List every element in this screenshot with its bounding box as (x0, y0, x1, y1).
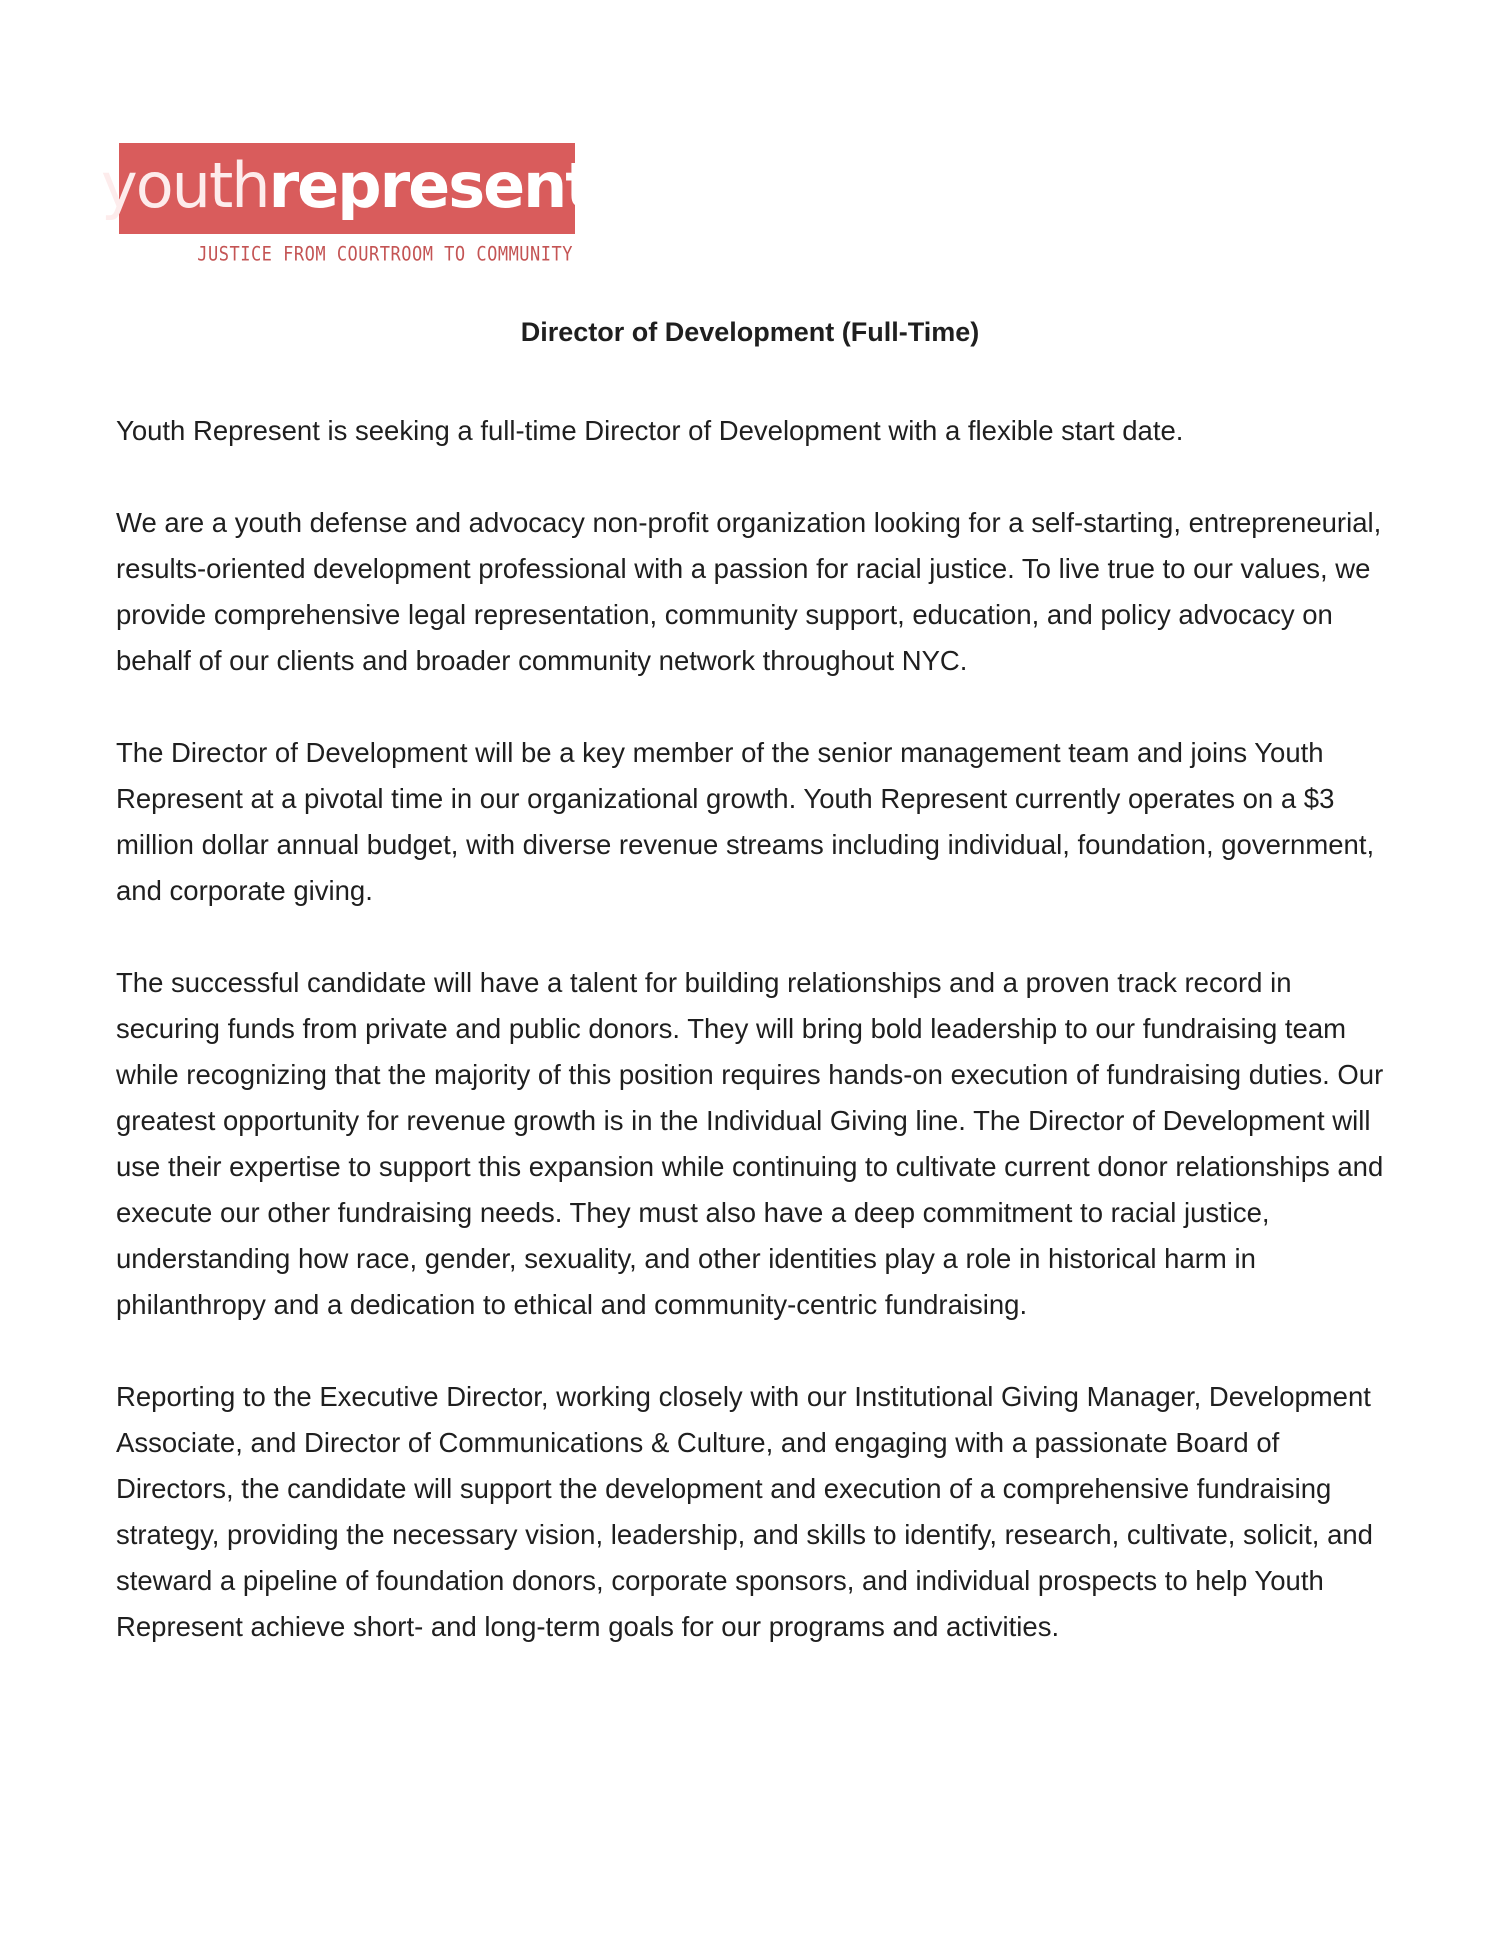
logo-wordmark (101, 148, 593, 222)
paragraph-reporting: Reporting to the Executive Director, working closely with our Institutional Giving Manager, Development Associate, and Director of Communications & Culture, and engaging with a passionate Board of Directors, the candidate will support the development and execution of a comprehensive fundraising strategy, providing the necessary vision, leadership, and skills to identify, research, cultivate, solicit, and steward a pipeline of foundation donors, corporate sponsors, and individual prospects to help Youth Represent achieve short- and long-term goals for our programs and activities. (116, 1381, 1373, 1642)
paragraph-organization: We are a youth defense and advocacy non-profit organization looking for a self-starting, entrepreneurial, results-oriented development professional with a passion for racial justice. To live true to our values, we provide comprehensive legal representation, community support, education, and policy advocacy on behalf of our clients and broader community network throughout NYC. (116, 507, 1382, 676)
logo-tagline: JUSTICE FROM COURTROOM TO COMMUNITY (197, 243, 573, 266)
job-title: Director of Development (Full-Time) (520, 317, 980, 347)
paragraph-candidate: The successful candidate will have a talent for building relationships and a proven track record in securing funds from private and public donors. They will bring bold leadership to our fundraising team while recognizing that the majority of this position requires hands-on execution of fundraising duties. Our greatest opportunity for revenue growth is in the Individual Giving line. The Director of Development will use their expertise to support this expansion while continuing to cultivate current donor relationships and execute our other fundraising needs. They must also have a deep commitment to racial justice, understanding how race, gender, sexuality, and other identities play a role in historical harm in philanthropy and a dedication to ethical and community-centric fundraising. (116, 967, 1384, 1320)
logo-word-represent: represent (268, 148, 593, 222)
logo-word-youth: youth (101, 148, 269, 222)
paragraph-role: The Director of Development will be a key member of the senior management team and joins Youth Represent at a pivotal time in our organizational growth. Youth Represent currently operates on a $3 million dollar annual budget, with diverse revenue streams including individual, foundation, government, and corporate giving. (116, 737, 1375, 906)
job-description-body (116, 408, 1396, 1696)
organization-logo (101, 143, 593, 266)
paragraph-intro: Youth Represent is seeking a full-time Director of Development with a flexible start date. (116, 415, 1184, 446)
logo-wordmark-box (101, 143, 593, 234)
